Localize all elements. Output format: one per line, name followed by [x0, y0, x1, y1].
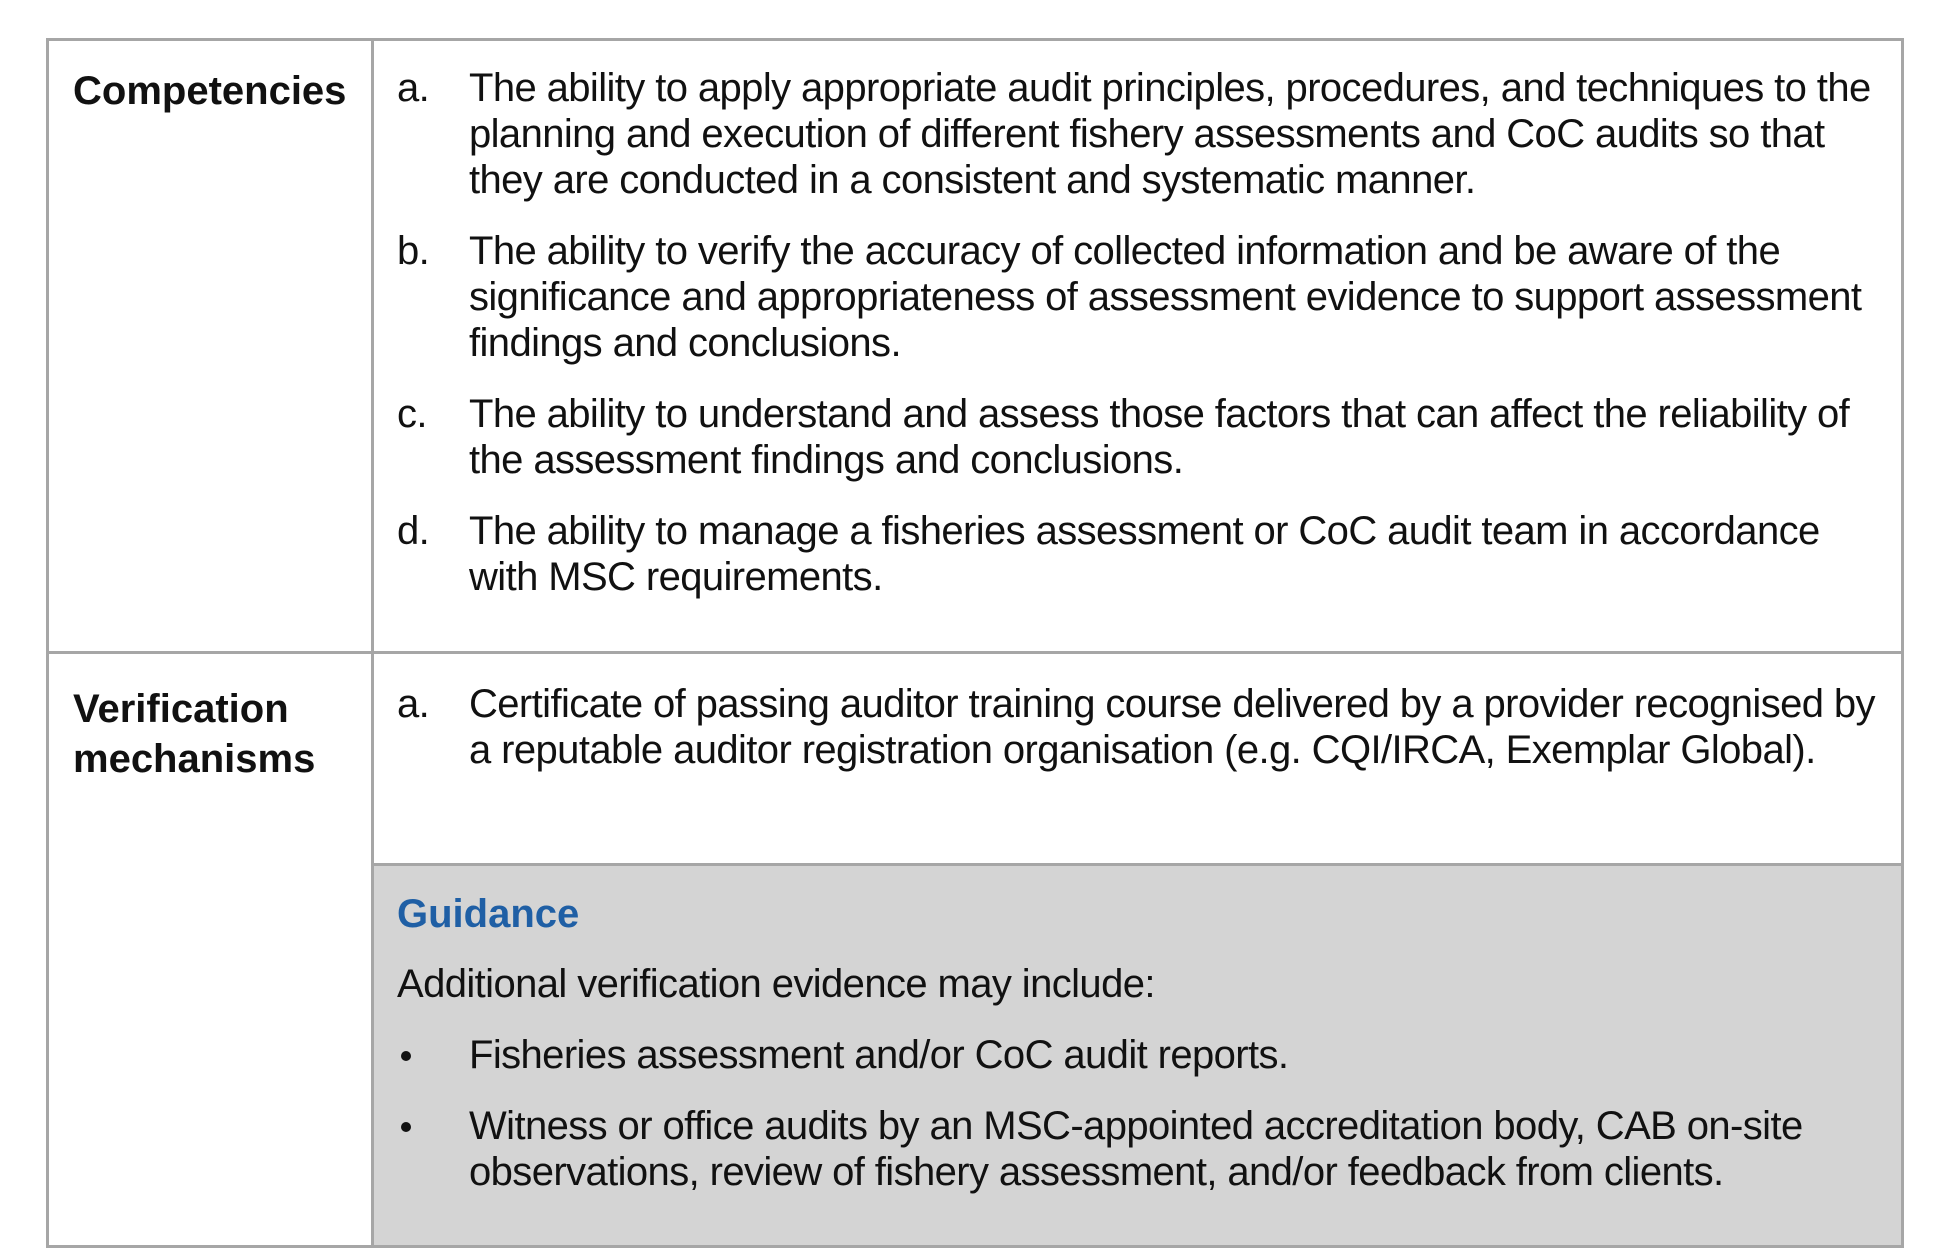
- list-item: [397, 65, 1881, 203]
- list-marker: d.: [397, 509, 430, 553]
- column-divider: [371, 41, 374, 1245]
- list-item-text: The ability to manage a fisheries assessment or CoC audit team in accordance with MSC requirements.: [469, 509, 1820, 599]
- guidance-bullet-list: [397, 1032, 1881, 1220]
- row-divider: [49, 651, 1901, 654]
- bullet-item: [397, 1032, 1881, 1078]
- verification-list: [397, 681, 1881, 798]
- competencies-label: Competencies: [73, 69, 347, 113]
- bullet-item: [397, 1103, 1881, 1195]
- guidance-intro: Additional verification evidence may include:: [397, 962, 1155, 1006]
- verification-label-line1: Verification: [73, 687, 289, 731]
- list-marker: b.: [397, 229, 430, 273]
- list-marker: a.: [397, 682, 430, 726]
- bullet-icon: [401, 1051, 411, 1061]
- list-item-text: The ability to apply appropriate audit principles, procedures, and techniques to the planning and execution of different fishery assessments and CoC audits so that they are conducted in a consistent and systematic manner.: [469, 66, 1871, 202]
- list-item-text: The ability to understand and assess those factors that can affect the reliability of the assessment findings and conclusions.: [469, 392, 1850, 482]
- guidance-divider: [371, 863, 1901, 866]
- list-item: [397, 228, 1881, 366]
- list-item: [397, 391, 1881, 483]
- list-item-text: Certificate of passing auditor training course delivered by a provider recognised by a reputable auditor registration organisation (e.g. CQI/IRCA, Exemplar Global).: [469, 682, 1875, 772]
- list-item: [397, 681, 1881, 773]
- verification-label-line2: mechanisms: [73, 737, 316, 781]
- list-marker: a.: [397, 66, 430, 110]
- list-item: [397, 508, 1881, 600]
- guidance-title: Guidance: [397, 892, 580, 936]
- requirements-table: [46, 38, 1904, 1248]
- list-item-text: The ability to verify the accuracy of collected information and be aware of the significance and appropriateness of assessment evidence to support assessment findings and conclusions.: [469, 229, 1862, 365]
- bullet-icon: [401, 1122, 411, 1132]
- bullet-text: Witness or office audits by an MSC-appointed accreditation body, CAB on-site observations, review of fishery assessment, and/or feedback from clients.: [469, 1104, 1803, 1194]
- competencies-list: [397, 65, 1881, 625]
- verification-label: [73, 684, 315, 784]
- list-marker: c.: [397, 392, 427, 436]
- bullet-text: Fisheries assessment and/or CoC audit reports.: [469, 1033, 1289, 1077]
